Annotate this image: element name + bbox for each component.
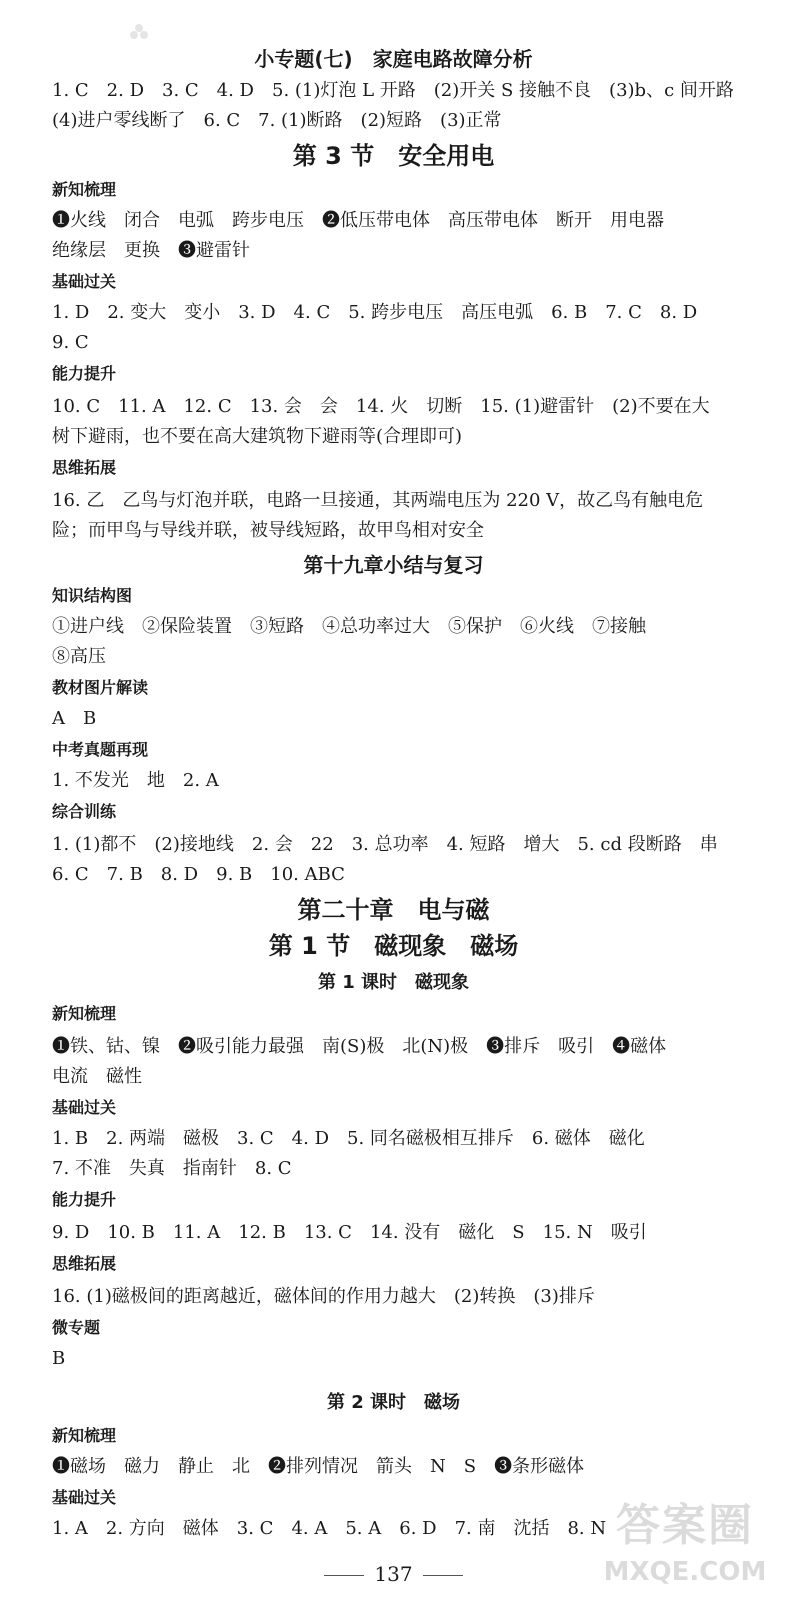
l2-label-basic: 基础过关 (52, 1488, 117, 1507)
ch19-map-line1: ①进户线 ②保险装置 ③短路 ④总功率过大 ⑤保护 ⑥火线 ⑦接触 (52, 616, 646, 637)
l1-basic-line1: 1. B 2. 两端 磁极 3. C 4. D 5. 同名磁极相互排斥 6. 磁体 磁化 (52, 1128, 645, 1149)
s3-basic-line2: 9. C (52, 332, 89, 353)
ch19-label-exam: 中考真题再现 (52, 740, 149, 759)
s3-expand-line2: 险；而甲鸟与导线并联，被导线短路，故甲鸟相对安全 (52, 520, 484, 541)
ch19-label-train: 综合训练 (52, 802, 117, 821)
l2-basic-line1: 1. A 2. 方向 磁体 3. C 4. A 5. A 6. D 7. 南 沈括 8. N (52, 1518, 607, 1539)
l2-label-new: 新知梳理 (52, 1426, 117, 1445)
l1-label-basic: 基础过关 (52, 1098, 117, 1117)
ch19-label-pic: 教材图片解读 (52, 678, 149, 697)
s3-label-expand: 思维拓展 (52, 458, 117, 477)
s3-ability-line1: 10. C 11. A 12. C 13. 会 会 14. 火 切断 15. (1)避雷针 (2)不要在大 (52, 396, 710, 417)
s3-basic-line1: 1. D 2. 变大 变小 3. D 4. C 5. 跨步电压 高压电弧 6. B 7. C 8. D (52, 302, 698, 323)
topic7-line1: 1. C 2. D 3. C 4. D 5. (1)灯泡 L 开路 (2)开关 S 接触不良 (3)b、c 间开路 (52, 80, 734, 101)
s3-ability-line2: 树下避雨，也不要在高大建筑物下避雨等(合理即可) (52, 426, 463, 447)
s3-expand-line1: 16. 乙 乙鸟与灯泡并联，电路一旦接通，其两端电压为 220 V，故乙鸟有触电危 (52, 490, 704, 511)
l1-new-line2: 电流 磁性 (52, 1066, 142, 1087)
watermark-bottom-text: MXQE.COM (603, 1557, 767, 1587)
ch19-review-title: 第十九章小结与复习 (303, 553, 484, 577)
l1-expand-line1: 16. (1)磁极间的距离越近，磁体间的作用力越大 (2)转换 (3)排斥 (52, 1286, 595, 1307)
s3-label-basic: 基础过关 (52, 272, 117, 291)
l1-ability-line1: 9. D 10. B 11. A 12. B 13. C 14. 没有 磁化 S 15. N 吸引 (52, 1222, 647, 1243)
ch20-title: 第二十章 电与磁 (297, 896, 490, 924)
l1-micro-line1: B (52, 1348, 66, 1369)
l1-label-ability: 能力提升 (52, 1190, 117, 1209)
l1-new-line1: ❶铁、钴、镍 ❷吸引能力最强 南(S)极 北(N)极 ❸排斥 吸引 ❹磁体 (52, 1036, 667, 1057)
flower-speck-icon (128, 22, 150, 44)
ch20-lesson1-title: 第 1 课时 磁现象 (317, 972, 470, 993)
l2-new-line1: ❶磁场 磁力 静止 北 ❷排列情况 箭头 N S ❸条形磁体 (52, 1456, 585, 1477)
topic7-title: 小专题(七) 家庭电路故障分析 (254, 47, 533, 71)
ch19-map-line2: ⑧高压 (52, 646, 106, 667)
ch20-section1-title: 第 1 节 磁现象 磁场 (268, 932, 519, 960)
page-number: 137 (0, 1560, 787, 1588)
ch19-train-line2: 6. C 7. B 8. D 9. B 10. ABC (52, 864, 345, 885)
s3-new-line2: 绝缘层 更换 ❸避雷针 (52, 240, 250, 261)
l1-basic-line2: 7. 不准 失真 指南针 8. C (52, 1158, 292, 1179)
ch19-pic-line1: A B (52, 708, 97, 729)
s3-new-line1: ❶火线 闭合 电弧 跨步电压 ❷低压带电体 高压带电体 断开 用电器 (52, 210, 664, 231)
ch19-train-line1: 1. (1)都不 (2)接地线 2. 会 22 3. 总功率 4. 短路 增大 5. cd 段断路 串 (52, 834, 718, 855)
s3-label-new: 新知梳理 (52, 180, 117, 199)
watermark-top-text: 答案圈 (616, 1500, 754, 1551)
s3-label-ability: 能力提升 (52, 364, 117, 383)
ch19-label-map: 知识结构图 (52, 586, 133, 605)
topic7-line2: (4)进户零线断了 6. C 7. (1)断路 (2)短路 (3)正常 (52, 110, 502, 131)
l1-label-new: 新知梳理 (52, 1004, 117, 1023)
ch20-lesson2-title: 第 2 课时 磁场 (326, 1392, 461, 1413)
section3-title: 第 3 节 安全用电 (292, 142, 495, 170)
l1-label-expand: 思维拓展 (52, 1254, 117, 1273)
ch19-exam-line1: 1. 不发光 地 2. A (52, 770, 219, 791)
l1-label-micro: 微专题 (52, 1318, 101, 1337)
